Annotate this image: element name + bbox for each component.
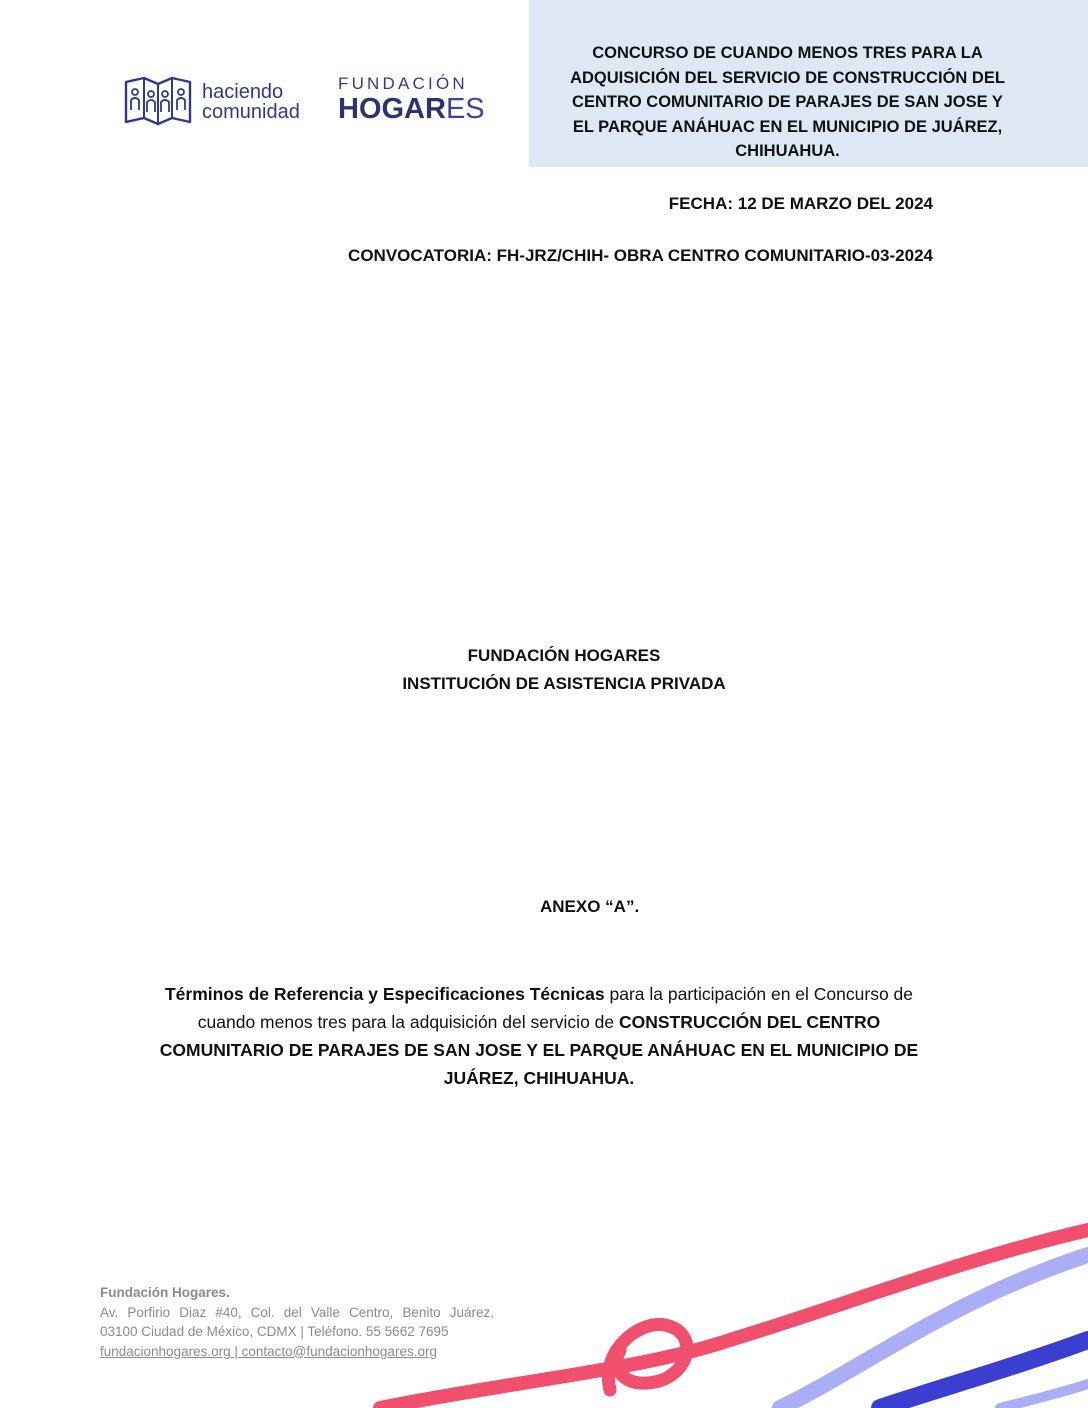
document-title: CONCURSO DE CUANDO MENOS TRES PARA LA ADQUISICIÓN DEL SERVICIO DE CONSTRUCCIÓN DEL CENTRO COMUNITARIO DE PARAJES DE SAN JOSE Y EL PARQUE ANÁHUAC EN EL MUNICIPIO DE JUÁREZ, CHIHUAHUA. — [570, 44, 1005, 160]
logo-line-2: comunidad — [202, 101, 300, 123]
date-line: FECHA: 12 DE MARZO DEL 2024 — [668, 194, 933, 213]
logo-hogares-text — [338, 94, 488, 125]
institution-block — [20, 642, 1088, 698]
fundacion-hogares-logo — [338, 74, 488, 130]
call-number-line: CONVOCATORIA: FH-JRZ/CHIH- OBRA CENTRO COMUNITARIO-03-2024 — [348, 246, 933, 265]
haciendo-comunidad-logo — [122, 74, 312, 130]
institution-type: INSTITUCIÓN DE ASISTENCIA PRIVADA — [402, 674, 726, 693]
website-link[interactable]: fundacionhogares.org — [100, 1343, 231, 1359]
annex-heading: ANEXO “A”. — [540, 897, 640, 916]
footer-links — [100, 1342, 494, 1362]
footer-org-name: Fundación Hogares. — [100, 1285, 230, 1300]
terms-text: para la participación en el Concurso de cuando menos tres para la adquisición del servicio de — [197, 984, 914, 1032]
logo-line-1: haciendo — [202, 81, 284, 103]
institution-name: FUNDACIÓN HOGARES — [467, 646, 661, 665]
haciendo-comunidad-wordmark — [202, 82, 300, 122]
logo-fundacion-text: FUNDACIÓN — [338, 74, 468, 93]
terms-bold-lead: Términos de Referencia y Especificaciones Técnicas — [164, 984, 605, 1004]
footer-address-line-1: Av. Porfirio Diaz #40, Col. del Valle Centro, Benito Juárez, — [100, 1304, 494, 1320]
logo-hogar-bold: HOGAR — [338, 93, 446, 125]
folded-map-icon — [122, 74, 194, 130]
email-link[interactable]: contacto@fundacionhogares.org — [241, 1343, 437, 1359]
footer-contact — [100, 1283, 494, 1361]
link-separator: | — [230, 1343, 242, 1359]
logo-es-light: ES — [445, 93, 485, 125]
terms-bold-tail: CONSTRUCCIÓN DEL CENTRO COMUNITARIO DE PARAJES DE SAN JOSE Y EL PARQUE ANÁHUAC EN EL MUNICIPIO DE JUÁREZ, CHIHUAHUA. — [159, 1012, 919, 1088]
terms-paragraph — [150, 980, 928, 1092]
footer-address-line-2: 03100 Ciudad de México, CDMX | Teléfono. 55 5662 7695 — [100, 1324, 449, 1339]
